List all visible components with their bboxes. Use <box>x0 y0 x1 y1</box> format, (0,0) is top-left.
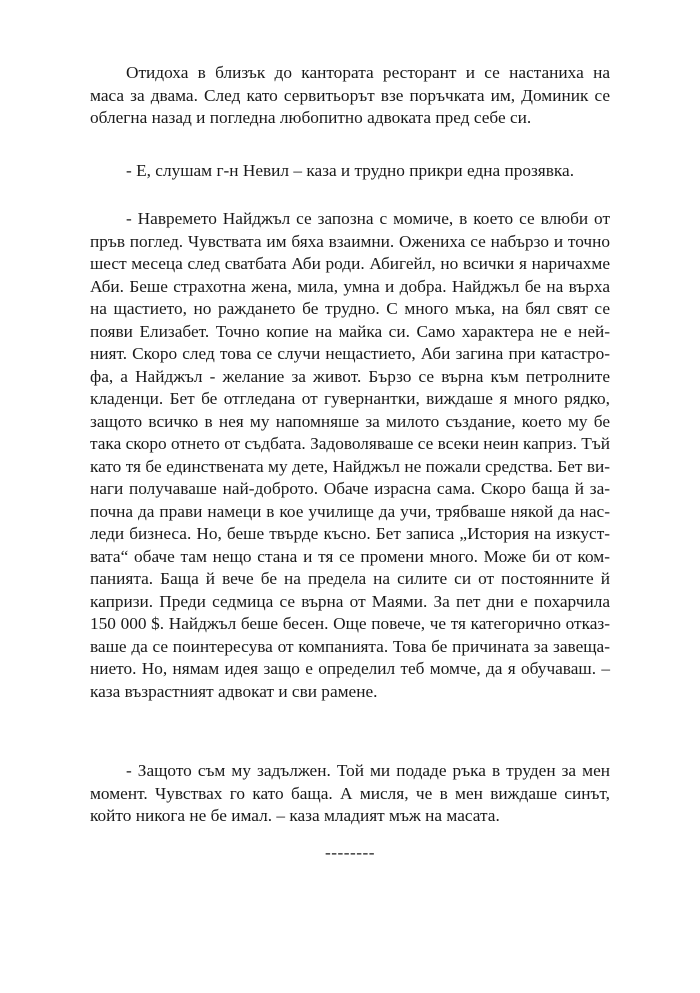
text-line: Отидоха в близък до кантората ресторант и се настаниха на <box>126 63 610 82</box>
text-line: леди бизнеса. Но, беше твърде късно. Бет записа „История на изкуст- <box>90 524 610 543</box>
text-line: - Навремето Найджъл се запозна с момиче, в което се влюби от <box>126 209 610 228</box>
text-line: така скоро отнето от съдбата. Задоволяваше се всеки неин каприз. Тъй <box>90 434 610 453</box>
text-line: - Защото съм му задължен. Той ми подаде ръка в труден за мен <box>126 761 610 780</box>
paragraph <box>90 62 610 130</box>
text-line: 150 000 $. Найджъл беше бесен. Още повече, че тя категорично отказ- <box>90 614 610 633</box>
text-line: кладенци. Бет бе отгледана от гувернантки, виждаше я много рядко, <box>90 389 610 408</box>
text-line: каза възрастният адвокат и сви рамене. <box>90 681 378 701</box>
text-line: нието. Но, нямам идея защо е определил теб момче, да я обучаваш. – <box>90 659 610 678</box>
text-line: капризи. Преди седмица се върна от Маями. За пет дни е похарчила <box>90 591 610 611</box>
paragraph <box>90 208 610 703</box>
paragraph <box>90 160 610 183</box>
text-line: облегна назад и погледна любопитно адвоката пред себе си. <box>90 108 532 127</box>
text-line: панията. Баща й вече бе на предела на силите си от постоянните й <box>90 569 610 588</box>
text-line: ваше да се поинтересува от компанията. Това бе причината за завеща- <box>90 636 610 656</box>
text-line: шест месеца след сватбата Аби роди. Абигейл, но всички я наричахме <box>90 254 610 273</box>
text-line: като тя бе единствената му дете, Найджъл не пожали средства. Бет ви- <box>90 456 610 476</box>
text-line: момент. Чувствах го като баща. А мисля, че в мен виждаше синът, <box>90 783 610 803</box>
section-separator: -------- <box>324 843 376 862</box>
text-line: фа, а Найджъл - желание за живот. Бързо се върна към петролните <box>90 366 610 386</box>
text-line: на щастието, но раждането бе трудно. С много мъка, на бял свят се <box>90 299 610 318</box>
text-line: вата“ обаче там нещо стана и тя се промени много. Може би от ком- <box>90 546 610 566</box>
text-line: ният. Скоро след това се случи нещастието, Аби загина при катастро- <box>90 344 610 363</box>
text-line: почна да прави намеци в кое училище да учи, трябваше някой да нас- <box>90 501 610 521</box>
text-line: маса за двама. След като сервитьорът взе поръчката им, Доминик се <box>90 85 610 105</box>
text-line: Аби. Беше страхотна жена, мила, умна и добра. Найджъл бе на върха <box>90 276 610 296</box>
text-line: - Е, слушам г-н Невил – каза и трудно прикри една прозявка. <box>126 161 575 180</box>
text-line: пръв поглед. Чувствата им бяха взаимни. Ожениха се набързо и точно <box>90 231 610 251</box>
text-line: появи Елизабет. Точно копие на майка си. Само характера не е ней- <box>90 321 610 341</box>
text-line: защото всичко в нея му напомняше за милото създание, което му бе <box>90 411 610 431</box>
text-line: който никога не бе имал. – каза младият мъж на масата. <box>90 806 500 825</box>
paragraph <box>90 760 610 828</box>
text-line: наги получаваше най-доброто. Обаче израсна сама. Скоро баща й за- <box>90 479 610 498</box>
